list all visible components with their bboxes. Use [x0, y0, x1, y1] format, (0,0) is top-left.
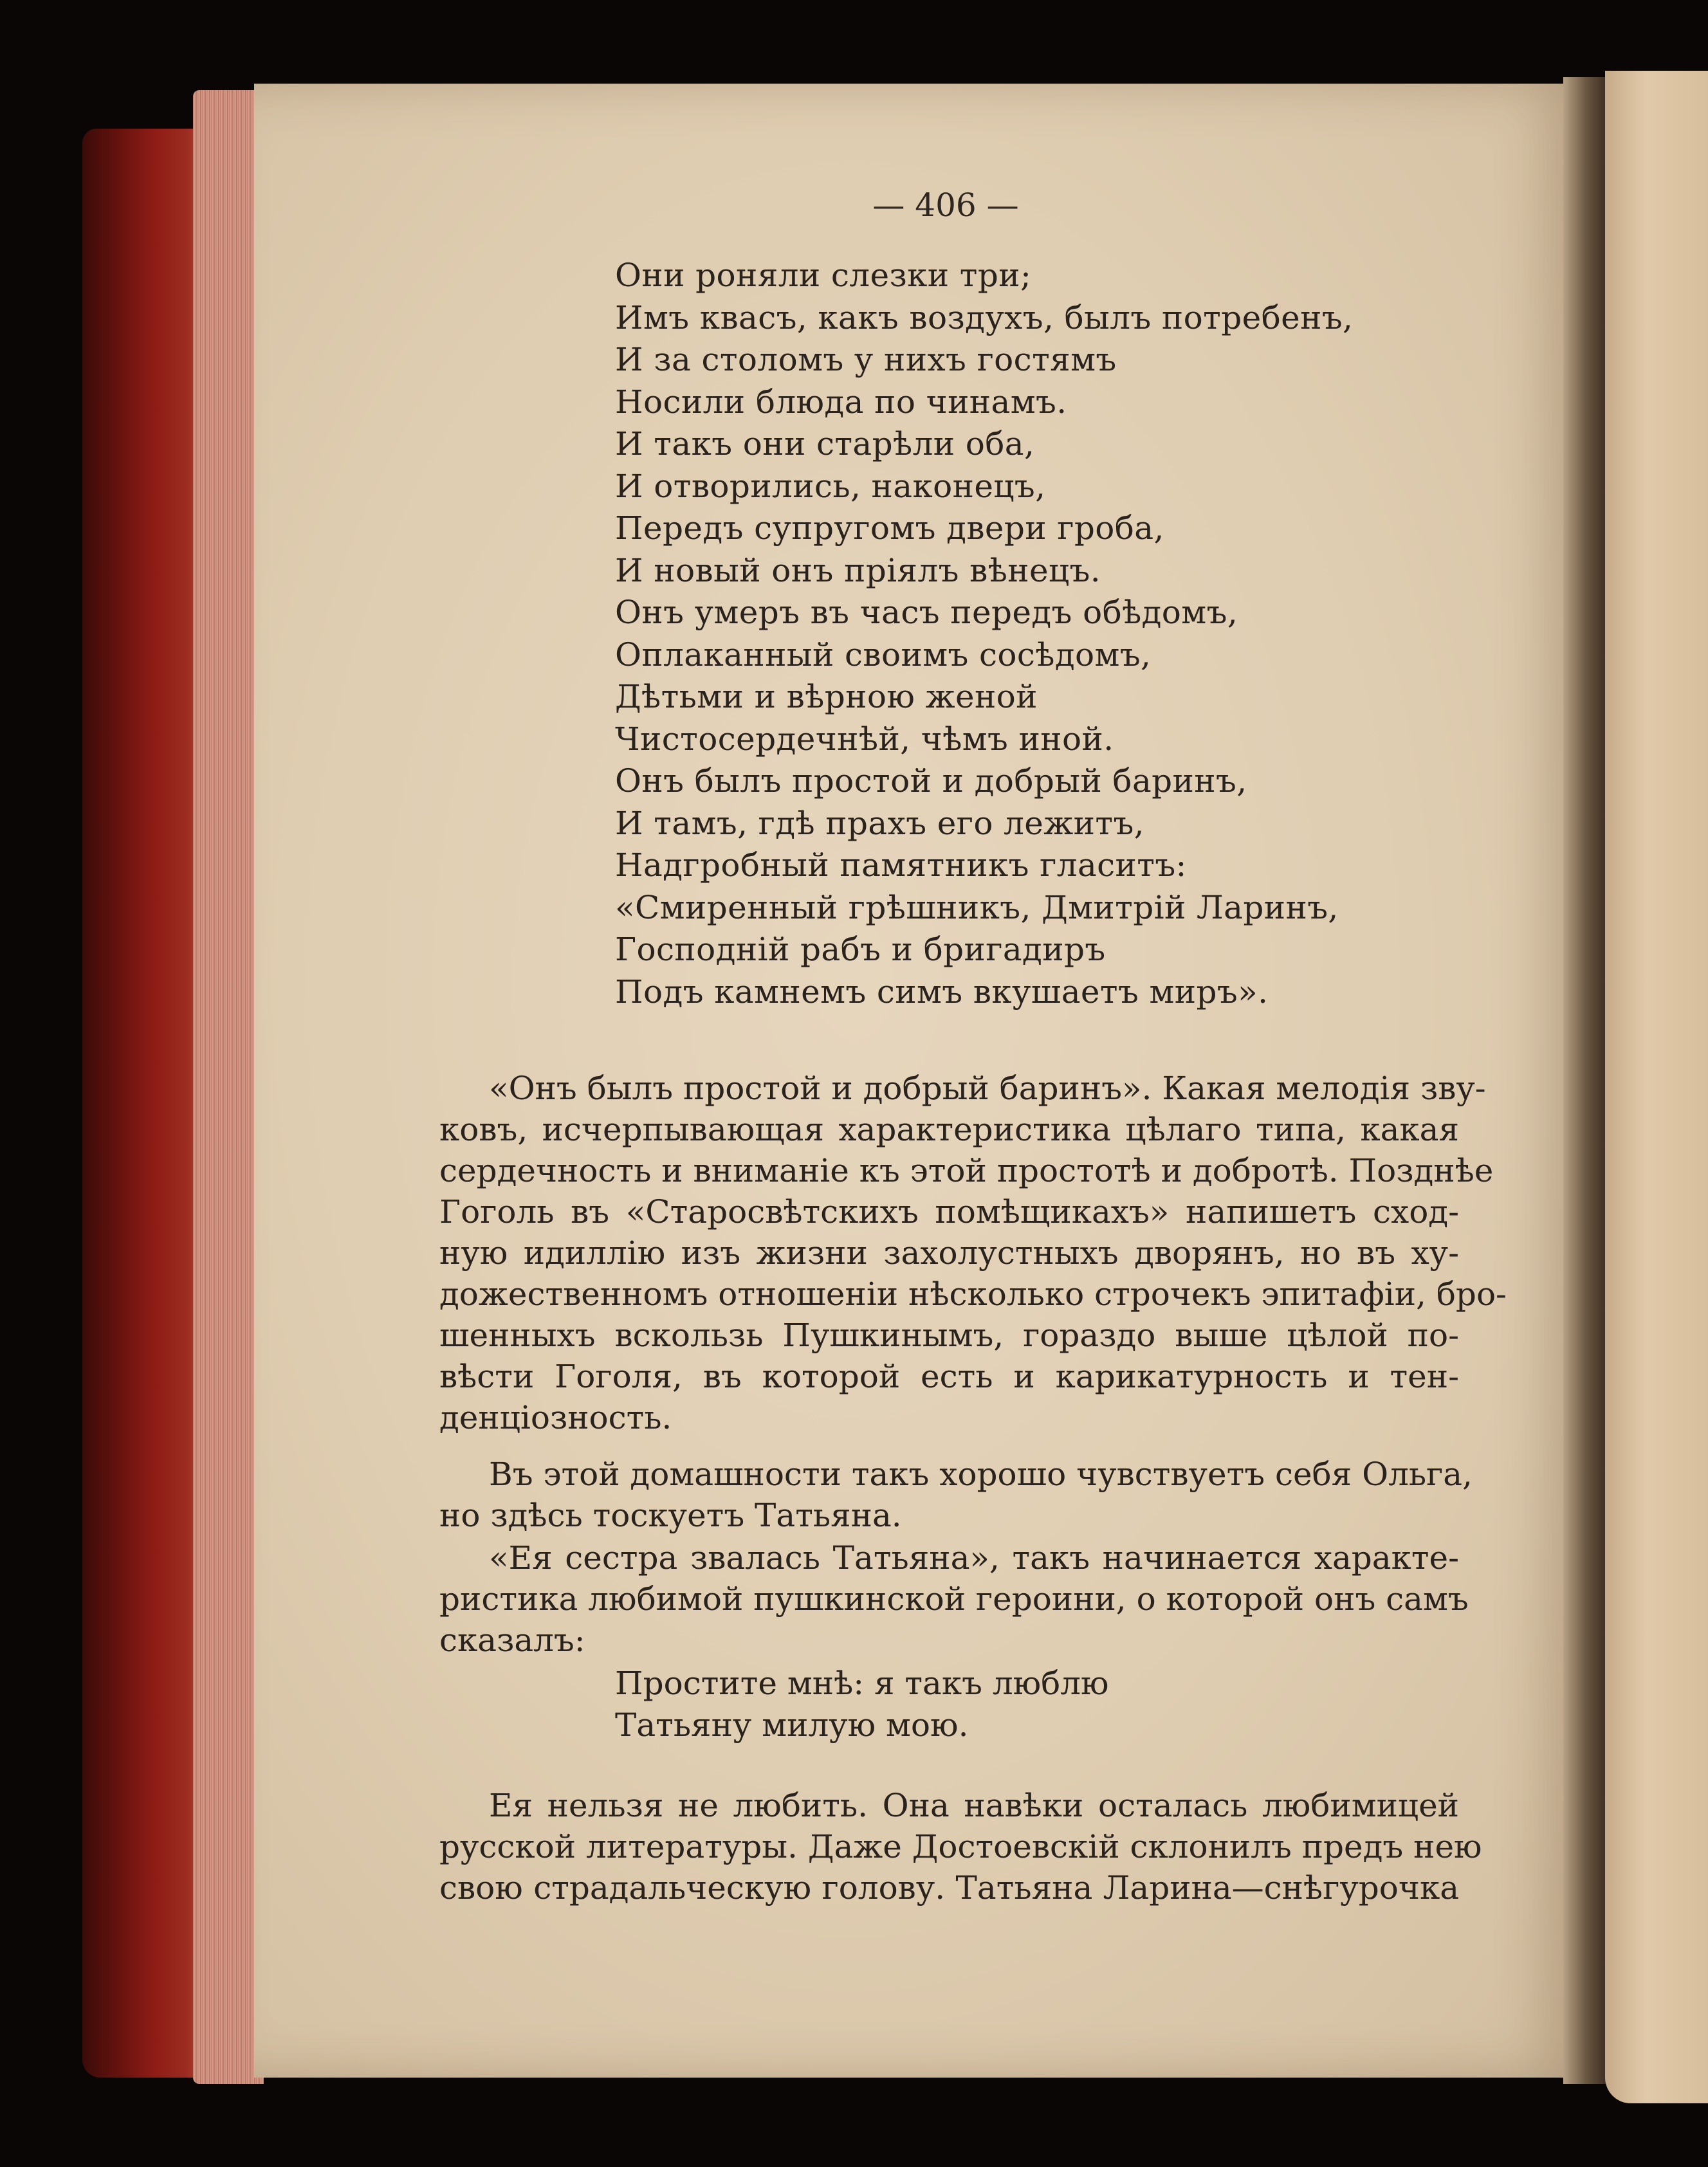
text-line: вѣсти Гоголя, въ которой есть и карикатурность и тен- [439, 1358, 1459, 1395]
poem-line: Чистосердечнѣй, чѣмъ иной. [615, 720, 1114, 758]
page-number: — 406 — [872, 187, 1019, 224]
book-edge [82, 129, 205, 2078]
poem-line: Оплаканный своимъ сосѣдомъ, [615, 635, 1152, 673]
book-gutter [1563, 77, 1608, 2084]
poem-line: «Смиренный грѣшникъ, Дмитрій Ларинъ, [615, 888, 1339, 926]
text-line: шенныхъ вскользь Пушкинымъ, гораздо выше цѣлой по- [439, 1317, 1459, 1354]
poem-line: И новый онъ пріялъ вѣнецъ. [615, 551, 1101, 589]
poem-line: Дѣтьми и вѣрною женой [615, 678, 1038, 715]
text-line: дожественномъ отношеніи нѣсколько строчекъ эпитафіи, бро- [439, 1276, 1507, 1313]
poem-line: Надгробный памятникъ гласитъ: [615, 846, 1187, 884]
poem-line: И тамъ, гдѣ прахъ его лежитъ, [615, 804, 1144, 842]
poem-line: Онъ былъ простой и добрый баринъ, [615, 762, 1247, 800]
text-line: сердечность и вниманіе къ этой простотѣ и добротѣ. Позднѣе [439, 1152, 1494, 1189]
text-line: сказалъ: [439, 1622, 585, 1659]
page-stack [193, 90, 264, 2084]
poem-line: Господній рабъ и бригадиръ [615, 931, 1106, 968]
text-line: ную идиллію изъ жизни захолустныхъ дворянъ, но въ ху- [439, 1234, 1459, 1272]
poem-line: Они роняли слезки три; [615, 257, 1032, 294]
text-line: русской литературы. Даже Достоевскій склонилъ предъ нею [439, 1828, 1482, 1865]
poem-line: И отворились, наконецъ, [615, 467, 1046, 505]
text-line: Ея нельзя не любить. Она навѣки осталась любимицей [489, 1787, 1459, 1824]
poem-line: Передъ супругомъ двери гроба, [615, 509, 1164, 547]
facing-page [1605, 71, 1708, 2103]
text-line: ковъ, исчерпывающая характеристика цѣлаго типа, какая [439, 1111, 1459, 1148]
poem-line: Имъ квасъ, какъ воздухъ, былъ потребенъ, [615, 298, 1354, 336]
paragraph-olga-tatiana [439, 1454, 1473, 1536]
text-line: но здѣсь тоскуетъ Татьяна. [439, 1497, 902, 1534]
poem-line: И за столомъ у нихъ гостямъ [615, 341, 1117, 378]
text-line: Въ этой домашности такъ хорошо чувствуетъ себя Ольга, [489, 1456, 1473, 1493]
paragraph-tatiana-beloved [439, 1785, 1482, 1908]
quote-line: Простите мнѣ: я такъ люблю [615, 1665, 1109, 1702]
text-line: денціозность. [439, 1399, 672, 1436]
text-line: свою страдальческую голову. Татьяна Ларина—снѣгурочка [439, 1869, 1459, 1906]
poem-line: Подъ камнемъ симъ вкушаетъ миръ». [615, 973, 1269, 1010]
poem-line: Онъ умеръ въ часъ передъ обѣдомъ, [615, 594, 1238, 631]
text-line: ристика любимой пушкинской героини, о которой онъ самъ [439, 1580, 1469, 1618]
text-line: Гоголь въ «Старосвѣтскихъ помѣщикахъ» напишетъ сход- [439, 1193, 1459, 1230]
text-line: «Ея сестра звалась Татьяна», такъ начинается характе- [489, 1539, 1459, 1577]
paragraph-epitaph-commentary [439, 1068, 1507, 1438]
poem-excerpt [615, 255, 1353, 1013]
quote-line: Татьяну милую мою. [615, 1706, 969, 1744]
text-line: «Онъ былъ простой и добрый баринъ». Какая мелодія зву- [489, 1070, 1486, 1107]
poem-line: И такъ они старѣли оба, [615, 425, 1035, 462]
paragraph-tatiana-intro [439, 1537, 1469, 1661]
poem-line: Носили блюда по чинамъ. [615, 383, 1067, 421]
verse-quote [615, 1663, 1109, 1746]
